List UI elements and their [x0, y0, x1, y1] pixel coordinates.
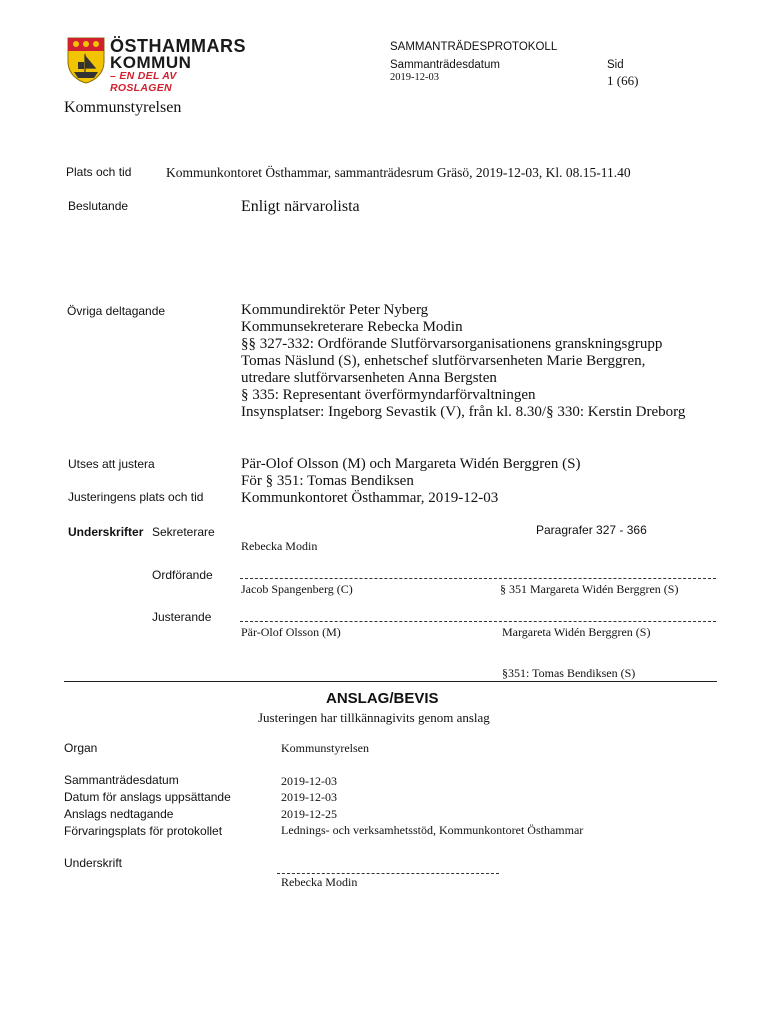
signature-label: Underskrift	[64, 856, 123, 870]
logo-text-kommun: KOMMUN	[110, 53, 192, 72]
date-value: 2019-12-03	[390, 72, 439, 83]
logo-tagline: – EN DEL AV ROSLAGEN	[110, 70, 177, 94]
adjust-label: Utses att justera	[68, 457, 155, 471]
adjust-place-label: Justeringens plats och tid	[68, 490, 204, 504]
paragraphs: Paragrafer 327 - 366	[536, 523, 647, 537]
organ-label: Organ	[64, 741, 98, 755]
adjust-line: Pär-Olof Olsson (M) och Margareta Widén Berggren (S)	[241, 456, 581, 472]
adjuster-label: Justerande	[152, 610, 212, 624]
others-line: Kommundirektör Peter Nyberg	[241, 302, 429, 318]
page-label: Sid	[607, 59, 624, 71]
adjuster-3: §351: Tomas Bendiksen (S)	[502, 666, 636, 680]
place-value: Kommunkontoret Östhammar, sammanträdesrum Gräsö, 2019-12-03, Kl. 08.15-11.40	[166, 165, 631, 180]
others-line: utredare slutförvarsenheten Anna Bergsten	[241, 370, 497, 386]
chair-name-2: § 351 Margareta Widén Berggren (S)	[500, 582, 679, 596]
chair-label: Ordförande	[152, 568, 213, 582]
notice-signature-line	[277, 873, 499, 874]
section-divider	[64, 681, 717, 682]
removed-value: 2019-12-25	[281, 807, 337, 821]
adjuster-2: Margareta Widén Berggren (S)	[502, 625, 651, 639]
chair-signature-line	[240, 578, 716, 579]
storage-value: Lednings- och verksamhetsstöd, Kommunkontoret Östhammar	[281, 823, 584, 837]
page-value: 1 (66)	[607, 73, 639, 88]
logo-text-name: ÖSTHAMMARS	[110, 36, 246, 56]
adjuster-1: Pär-Olof Olsson (M)	[241, 625, 341, 639]
adjuster-signature-line	[240, 621, 716, 622]
chair-name: Jacob Spangenberg (C)	[241, 582, 353, 596]
secretary-label: Sekreterare	[152, 525, 215, 539]
signatures-heading: Underskrifter	[68, 525, 144, 539]
adjust-list	[241, 456, 580, 490]
others-line: Tomas Näslund (S), enhetschef slutförvarsenheten Marie Berggren,	[241, 353, 646, 369]
meeting-date-label: Sammanträdesdatum	[64, 773, 179, 787]
doc-type: SAMMANTRÄDESPROTOKOLL	[390, 41, 558, 53]
others-line: Kommunsekreterare Rebecka Modin	[241, 319, 463, 335]
others-line: § 335: Representant överförmyndarförvaltningen	[241, 387, 536, 403]
adjust-place-value: Kommunkontoret Östhammar, 2019-12-03	[241, 490, 499, 506]
signature-name: Rebecka Modin	[281, 875, 358, 889]
body-name: Kommunstyrelsen	[64, 99, 182, 116]
place-label: Plats och tid	[66, 165, 132, 179]
deciding-value: Enligt närvarolista	[241, 198, 360, 215]
others-list	[241, 302, 685, 421]
others-line: §§ 327-332: Ordförande Slutförvarsorganisationens granskningsgrupp	[241, 336, 663, 352]
storage-label: Förvaringsplats för protokollet	[64, 824, 223, 838]
municipality-logo	[66, 36, 246, 94]
meeting-date-value: 2019-12-03	[281, 774, 337, 788]
notice-subtitle: Justeringen har tillkännagivits genom anslag	[258, 710, 490, 725]
posted-label: Datum för anslags uppsättande	[64, 790, 231, 804]
deciding-label: Beslutande	[68, 199, 129, 213]
notice-title: ANSLAG/BEVIS	[326, 690, 439, 707]
date-label: Sammanträdesdatum	[390, 59, 500, 71]
adjust-line: För § 351: Tomas Bendiksen	[241, 473, 414, 489]
organ-value: Kommunstyrelsen	[281, 741, 369, 755]
removed-label: Anslags nedtagande	[64, 807, 174, 821]
others-label: Övriga deltagande	[67, 304, 166, 318]
secretary-name: Rebecka Modin	[241, 539, 318, 553]
coat-of-arms-icon	[66, 36, 106, 84]
posted-value: 2019-12-03	[281, 790, 337, 804]
others-line: Insynsplatser: Ingeborg Sevastik (V), från kl. 8.30/§ 330: Kerstin Dreborg	[241, 404, 686, 420]
